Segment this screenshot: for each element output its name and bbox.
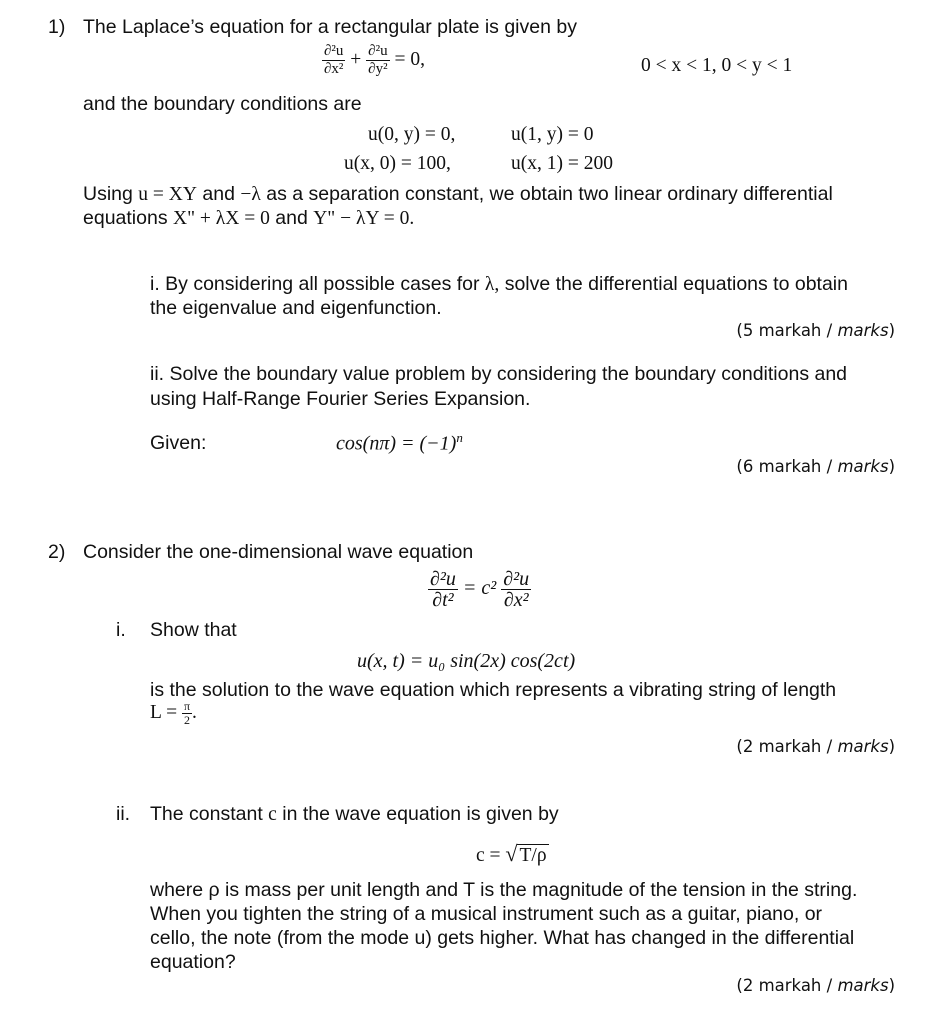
laplace-domain: 0 < x < 1, 0 < y < 1 — [641, 55, 793, 76]
laplace-term-y: $\frac{\text{∂²u}}{\text{∂y²}}$ — [368, 43, 388, 77]
bc-2-left: u(x, 0) = 100, — [344, 153, 451, 174]
wave-equation — [428, 569, 531, 610]
q1-part-ii-line-2: using Half-Range Fourier Series Expansion. — [150, 388, 531, 410]
bc-2-right: u(x, 1) = 200 — [511, 153, 613, 174]
laplace-term-x: $\frac{\text{∂²u}}{\text{∂x²}}$ — [324, 43, 344, 77]
q2-para-line-3: cello, the note (from the mode u) gets higher. What has changed in the differential — [150, 927, 855, 949]
q1-part-ii-line-1: ii. Solve the boundary value problem by considering the boundary conditions and — [150, 363, 848, 385]
c-formula: c = √ T/ρ — [476, 841, 547, 866]
q1-part-i-marks: (5 markah / marks) — [736, 321, 895, 340]
q1-part-ii-marks: (6 markah / marks) — [736, 457, 895, 476]
q2-part-i-label: i. — [116, 619, 126, 641]
q1-number: 1) — [48, 16, 66, 38]
separation-line-1: Using u = XY and −λ as a separation constant, we obtain two linear ordinary differential — [83, 183, 833, 205]
q2-part-ii-label: ii. — [116, 803, 131, 825]
q2-part-ii-text: The constant c in the wave equation is given by — [150, 803, 559, 825]
q2-part-i-text: Show that — [150, 619, 237, 641]
bc-1-right: u(1, y) = 0 — [511, 124, 594, 145]
q2-part-i-marks: (2 markah / marks) — [736, 737, 895, 756]
q1-intro: The Laplace’s equation for a rectangular plate is given by — [83, 16, 577, 38]
q1-part-i-line-1: i. By considering all possible cases for λ, solve the differential equations to obtain — [150, 273, 848, 295]
wave-rhs: $\frac{\text{∂²u}}{\text{∂x²}}$ — [503, 568, 530, 611]
q2-part-i-line-2: is the solution to the wave equation which represents a vibrating string of length — [150, 679, 837, 701]
laplace-rhs: = 0, — [394, 48, 425, 70]
given-formula: $\cos(n\pi) = (-1)^n$ — [336, 430, 463, 455]
given-label: Given: — [150, 432, 207, 454]
wave-lhs: $\frac{\text{∂²u}}{\text{∂t²}}$ — [430, 568, 456, 611]
q2-number: 2) — [48, 541, 66, 563]
q1-part-i-line-2: the eigenvalue and eigenfunction. — [150, 297, 442, 319]
bc-intro: and the boundary conditions are — [83, 93, 362, 115]
sqrt-icon: √ — [505, 841, 518, 866]
wave-solution: u(x, t) = u₀ sin(2x) cos(2ct) — [357, 650, 576, 672]
laplace-plus: + — [350, 48, 362, 70]
q2-para-line-2: When you tighten the string of a musical instrument such as a guitar, piano, or — [150, 903, 823, 925]
q2-intro: Consider the one-dimensional wave equation — [83, 541, 474, 563]
separation-line-2: equations X" + λX = 0 and Y" − λY = 0. — [83, 207, 415, 229]
wave-equals-c2: = c² — [462, 577, 497, 600]
q2-part-ii-marks: (2 markah / marks) — [736, 976, 895, 995]
laplace-equation — [322, 43, 425, 78]
q2-para-line-4: equation? — [150, 951, 236, 973]
q2-para-line-1: where ρ is mass per unit length and T is the magnitude of the tension in the string. — [150, 879, 858, 901]
string-length: L = $\frac{\pi}{2}$ . — [150, 699, 197, 727]
bc-1-left: u(0, y) = 0, — [368, 124, 456, 145]
